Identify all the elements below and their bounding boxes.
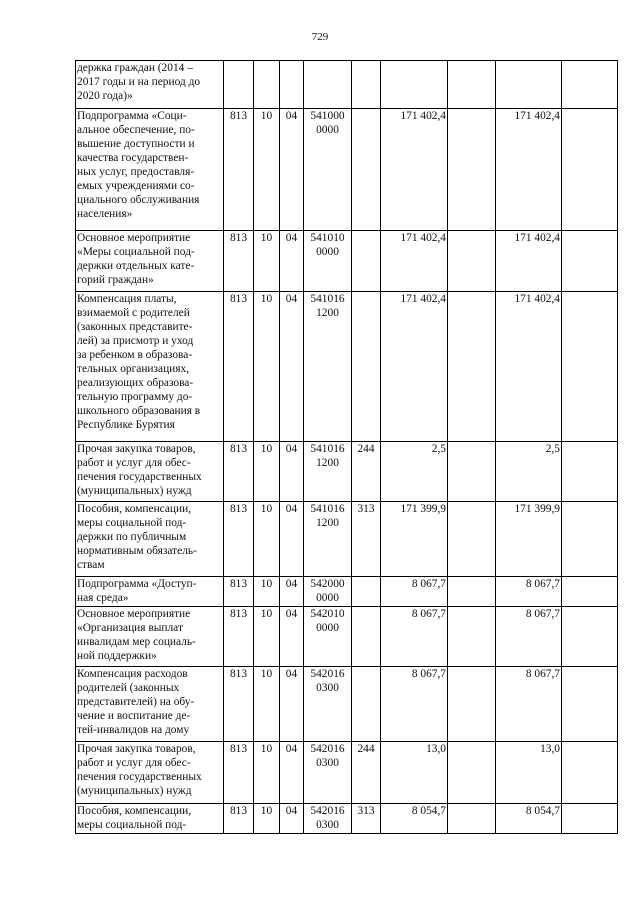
item-name-cell: Прочая закупка товаров, работ и услуг для обес- печения государственных (муниципальных) нужд bbox=[76, 742, 224, 804]
subsection-code-cell bbox=[280, 61, 304, 109]
amount-other-cell bbox=[562, 804, 618, 834]
amount-federal-cell bbox=[448, 577, 496, 607]
ministry-code-cell: 813 bbox=[224, 292, 254, 442]
amount-regional-cell: 2,5 bbox=[496, 442, 562, 502]
amount-federal-cell bbox=[448, 109, 496, 231]
amount-total-cell: 171 402,4 bbox=[381, 109, 448, 231]
subsection-code-cell: 04 bbox=[280, 667, 304, 742]
expense-type-code-cell bbox=[352, 109, 381, 231]
amount-total-cell: 8 067,7 bbox=[381, 577, 448, 607]
amount-federal-cell bbox=[448, 292, 496, 442]
item-name-cell: Подпрограмма «Доступ- ная среда» bbox=[76, 577, 224, 607]
ministry-code-cell: 813 bbox=[224, 442, 254, 502]
section-code-cell: 10 bbox=[254, 742, 280, 804]
amount-other-cell bbox=[562, 109, 618, 231]
section-code-cell: 10 bbox=[254, 231, 280, 292]
subsection-code-cell: 04 bbox=[280, 804, 304, 834]
amount-other-cell bbox=[562, 742, 618, 804]
target-article-code-cell: 541000 0000 bbox=[304, 109, 352, 231]
target-article-code-cell: 541010 0000 bbox=[304, 231, 352, 292]
amount-other-cell bbox=[562, 502, 618, 577]
amount-regional-cell: 171 402,4 bbox=[496, 292, 562, 442]
expense-type-code-cell bbox=[352, 292, 381, 442]
table-row bbox=[76, 61, 618, 109]
table-row bbox=[76, 231, 618, 292]
target-article-code-cell: 542000 0000 bbox=[304, 577, 352, 607]
table-row bbox=[76, 742, 618, 804]
item-name-cell: Основное мероприятие «Меры социальной под- держки отдельных кате- горий граждан» bbox=[76, 231, 224, 292]
amount-federal-cell bbox=[448, 607, 496, 667]
amount-total-cell: 13,0 bbox=[381, 742, 448, 804]
item-name-cell: Прочая закупка товаров, работ и услуг для обес- печения государственных (муниципальных) нужд bbox=[76, 442, 224, 502]
amount-federal-cell bbox=[448, 61, 496, 109]
section-code-cell: 10 bbox=[254, 109, 280, 231]
expense-type-code-cell bbox=[352, 231, 381, 292]
amount-other-cell bbox=[562, 577, 618, 607]
expense-type-code-cell bbox=[352, 607, 381, 667]
item-name-cell: Компенсация расходов родителей (законных представителей) на обу- чение и воспитание де- тей-инвалидов на дому bbox=[76, 667, 224, 742]
ministry-code-cell bbox=[224, 61, 254, 109]
page-number: 729 bbox=[311, 31, 329, 43]
section-code-cell: 10 bbox=[254, 442, 280, 502]
amount-other-cell bbox=[562, 292, 618, 442]
budget-table bbox=[75, 60, 618, 834]
target-article-code-cell: 541016 1200 bbox=[304, 502, 352, 577]
table-row bbox=[76, 607, 618, 667]
ministry-code-cell: 813 bbox=[224, 804, 254, 834]
amount-other-cell bbox=[562, 667, 618, 742]
ministry-code-cell: 813 bbox=[224, 742, 254, 804]
amount-federal-cell bbox=[448, 442, 496, 502]
amount-other-cell bbox=[562, 231, 618, 292]
amount-total-cell: 2,5 bbox=[381, 442, 448, 502]
amount-other-cell bbox=[562, 61, 618, 109]
expense-type-code-cell bbox=[352, 667, 381, 742]
section-code-cell: 10 bbox=[254, 607, 280, 667]
table-row bbox=[76, 502, 618, 577]
section-code-cell: 10 bbox=[254, 502, 280, 577]
amount-total-cell: 8 067,7 bbox=[381, 667, 448, 742]
table-row bbox=[76, 292, 618, 442]
subsection-code-cell: 04 bbox=[280, 231, 304, 292]
amount-regional-cell: 8 067,7 bbox=[496, 607, 562, 667]
amount-total-cell bbox=[381, 61, 448, 109]
expense-type-code-cell bbox=[352, 577, 381, 607]
subsection-code-cell: 04 bbox=[280, 742, 304, 804]
amount-regional-cell: 8 067,7 bbox=[496, 667, 562, 742]
amount-total-cell: 171 402,4 bbox=[381, 292, 448, 442]
ministry-code-cell: 813 bbox=[224, 607, 254, 667]
table-row bbox=[76, 109, 618, 231]
target-article-code-cell bbox=[304, 61, 352, 109]
amount-regional-cell: 171 399,9 bbox=[496, 502, 562, 577]
amount-regional-cell: 8 067,7 bbox=[496, 577, 562, 607]
table-row bbox=[76, 442, 618, 502]
amount-total-cell: 171 402,4 bbox=[381, 231, 448, 292]
subsection-code-cell: 04 bbox=[280, 442, 304, 502]
amount-total-cell: 171 399,9 bbox=[381, 502, 448, 577]
target-article-code-cell: 541016 1200 bbox=[304, 442, 352, 502]
amount-federal-cell bbox=[448, 231, 496, 292]
subsection-code-cell: 04 bbox=[280, 502, 304, 577]
amount-regional-cell: 171 402,4 bbox=[496, 109, 562, 231]
item-name-cell: Пособия, компенсации, меры социальной под- bbox=[76, 804, 224, 834]
amount-total-cell: 8 067,7 bbox=[381, 607, 448, 667]
amount-federal-cell bbox=[448, 667, 496, 742]
amount-regional-cell: 8 054,7 bbox=[496, 804, 562, 834]
ministry-code-cell: 813 bbox=[224, 109, 254, 231]
subsection-code-cell: 04 bbox=[280, 577, 304, 607]
target-article-code-cell: 541016 1200 bbox=[304, 292, 352, 442]
ministry-code-cell: 813 bbox=[224, 502, 254, 577]
amount-other-cell bbox=[562, 607, 618, 667]
target-article-code-cell: 542016 0300 bbox=[304, 742, 352, 804]
section-code-cell: 10 bbox=[254, 667, 280, 742]
expense-type-code-cell: 313 bbox=[352, 502, 381, 577]
amount-regional-cell: 171 402,4 bbox=[496, 231, 562, 292]
expense-type-code-cell bbox=[352, 61, 381, 109]
item-name-cell: держка граждан (2014 – 2017 годы и на период до 2020 года)» bbox=[76, 61, 224, 109]
subsection-code-cell: 04 bbox=[280, 292, 304, 442]
target-article-code-cell: 542010 0000 bbox=[304, 607, 352, 667]
subsection-code-cell: 04 bbox=[280, 109, 304, 231]
amount-regional-cell bbox=[496, 61, 562, 109]
target-article-code-cell: 542016 0300 bbox=[304, 667, 352, 742]
amount-total-cell: 8 054,7 bbox=[381, 804, 448, 834]
expense-type-code-cell: 313 bbox=[352, 804, 381, 834]
section-code-cell bbox=[254, 61, 280, 109]
amount-regional-cell: 13,0 bbox=[496, 742, 562, 804]
amount-federal-cell bbox=[448, 804, 496, 834]
expense-type-code-cell: 244 bbox=[352, 742, 381, 804]
amount-federal-cell bbox=[448, 502, 496, 577]
ministry-code-cell: 813 bbox=[224, 667, 254, 742]
table-row bbox=[76, 804, 618, 834]
amount-federal-cell bbox=[448, 742, 496, 804]
amount-other-cell bbox=[562, 442, 618, 502]
table-row bbox=[76, 667, 618, 742]
item-name-cell: Компенсация платы, взимаемой с родителей (законных представите- лей) за присмотр и уход за ребенком в образова- тельных организациях, реализующих образова- тельную программу до- школьного образования в Республике Бурятия bbox=[76, 292, 224, 442]
table-row bbox=[76, 577, 618, 607]
item-name-cell: Пособия, компенсации, меры социальной под- держки по публичным нормативным обязатель- ствам bbox=[76, 502, 224, 577]
section-code-cell: 10 bbox=[254, 292, 280, 442]
target-article-code-cell: 542016 0300 bbox=[304, 804, 352, 834]
item-name-cell: Подпрограмма «Соци- альное обеспечение, по- вышение доступности и качества государствен- ных услуг, предоставля- емых учреждениями со- циального обслуживания населения» bbox=[76, 109, 224, 231]
subsection-code-cell: 04 bbox=[280, 607, 304, 667]
section-code-cell: 10 bbox=[254, 804, 280, 834]
item-name-cell: Основное мероприятие «Организация выплат инвалидам мер социаль- ной поддержки» bbox=[76, 607, 224, 667]
ministry-code-cell: 813 bbox=[224, 577, 254, 607]
ministry-code-cell: 813 bbox=[224, 231, 254, 292]
section-code-cell: 10 bbox=[254, 577, 280, 607]
expense-type-code-cell: 244 bbox=[352, 442, 381, 502]
